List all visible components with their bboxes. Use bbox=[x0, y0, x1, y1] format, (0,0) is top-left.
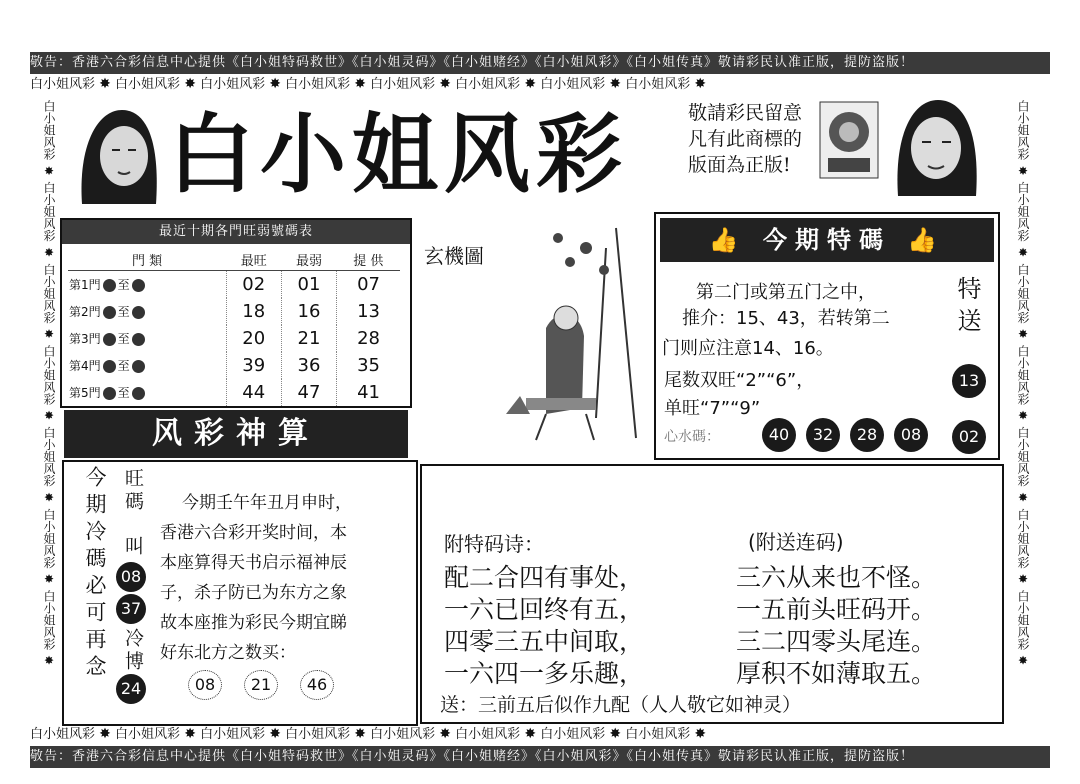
star-icon: ✸ bbox=[609, 726, 622, 742]
offer-value: 35 bbox=[337, 352, 400, 379]
brand-strip-text: 白小姐风彩 bbox=[42, 508, 56, 569]
brand-strip-text: 白小姐风彩 bbox=[1016, 589, 1030, 650]
offer-value: 13 bbox=[337, 298, 400, 325]
hot-number-vertical: 旺碼 bbox=[122, 468, 144, 514]
hot-value: 18 bbox=[226, 298, 281, 325]
offer-value: 28 bbox=[337, 325, 400, 352]
lucky-number: 46 bbox=[300, 670, 334, 700]
left-portrait-image bbox=[72, 104, 164, 204]
star-icon: ✸ bbox=[694, 726, 707, 742]
brand-strip-text: 白小姐风彩 bbox=[30, 727, 96, 742]
range-sep: 至 bbox=[117, 332, 130, 346]
top-notice-band: 敬告：香港六合彩信息中心提供《白小姐特码救世》《白小姐灵码》《白小姐赌经》《白小姐风彩》《白小姐传真》敬请彩民认准正版，提防盗版！ bbox=[30, 52, 1050, 74]
special-line: 第二门或第五门之中， bbox=[696, 282, 876, 303]
hot-value: 02 bbox=[226, 271, 281, 299]
xuanji-illustration bbox=[486, 218, 646, 446]
door-label: 第3門 bbox=[69, 332, 101, 346]
star-icon: ✸ bbox=[269, 726, 281, 742]
hot-value: 20 bbox=[226, 325, 281, 352]
range-start-ball bbox=[103, 360, 116, 373]
brand-strip-text: 白小姐风彩 bbox=[42, 426, 56, 487]
brand-strip-text: 白小姐风彩 bbox=[455, 77, 521, 92]
brand-strip-text: 白小姐风彩 bbox=[625, 77, 691, 92]
star-icon: ✸ bbox=[439, 726, 452, 742]
star-icon: ✸ bbox=[184, 76, 196, 92]
heart-number-ball: 08 bbox=[894, 418, 928, 452]
door-label: 第5門 bbox=[69, 386, 101, 400]
hot-number-vertical-2: 叫 bbox=[122, 536, 144, 555]
poem-line-right: 一五前头旺码开。 bbox=[736, 595, 937, 624]
star-icon: ✸ bbox=[609, 76, 622, 92]
calc-text-line: 故本座推为彩民今期宜睇 bbox=[160, 613, 347, 633]
calc-panel bbox=[62, 460, 418, 726]
range-end-ball bbox=[132, 333, 145, 346]
hot-value: 39 bbox=[226, 352, 281, 379]
calc-text-line: 子，杀子防已为东方之象 bbox=[160, 583, 347, 603]
cold-label: 冷博 bbox=[122, 628, 144, 674]
special-code-panel bbox=[654, 212, 1000, 460]
brand-strip-text: 白小姐风彩 bbox=[540, 77, 606, 92]
column-header: 最弱 bbox=[281, 248, 336, 271]
star-icon: ✸ bbox=[99, 726, 111, 742]
poem-line-left: 一六已回终有五， bbox=[444, 595, 645, 624]
star-icon: ✸ bbox=[184, 726, 196, 742]
range-start-ball bbox=[103, 333, 116, 346]
star-icon: ✸ bbox=[354, 726, 366, 742]
special-line: 推介：15、43，若转第二 bbox=[682, 308, 890, 329]
range-sep: 至 bbox=[117, 359, 130, 373]
top-brand-strip bbox=[30, 74, 1050, 94]
trademark-emblem-icon bbox=[818, 100, 880, 180]
range-end-ball bbox=[132, 279, 145, 292]
brand-strip-text: 白小姐风彩 bbox=[1016, 344, 1030, 405]
xuanji-label: 玄機圖 bbox=[424, 244, 484, 268]
page-title: 白小姐风彩 bbox=[168, 104, 628, 205]
brand-strip-text: 白小姐风彩 bbox=[42, 263, 56, 324]
brand-strip-text: 白小姐风彩 bbox=[115, 727, 181, 742]
poem-footer: 送：三前五后似作九配（人人敬它如神灵） bbox=[440, 694, 802, 716]
poem-line-right: 厚积不如薄取五。 bbox=[736, 659, 937, 688]
weak-value: 47 bbox=[281, 379, 336, 406]
table-row bbox=[68, 298, 400, 325]
calc-text-line: 香港六合彩开奖时间，本 bbox=[160, 523, 347, 543]
bottom-brand-strip bbox=[30, 724, 1050, 744]
brand-strip-text: 白小姐风彩 bbox=[540, 727, 606, 742]
brand-strip-text: 白小姐风彩 bbox=[42, 344, 56, 405]
brand-strip-text: 白小姐风彩 bbox=[1016, 426, 1030, 487]
brand-strip-text: 白小姐风彩 bbox=[200, 727, 266, 742]
table-header-row bbox=[68, 248, 400, 271]
weak-value: 21 bbox=[281, 325, 336, 352]
hot-value: 44 bbox=[226, 379, 281, 406]
calc-title: 风彩神算 bbox=[152, 416, 320, 451]
heart-numbers-label: 心水碼： bbox=[664, 429, 720, 445]
bottom-notice-band: 敬告：香港六合彩信息中心提供《白小姐特码救世》《白小姐灵码》《白小姐赌经》《白小姐风彩》《白小姐传真》敬请彩民认准正版，提防盗版！ bbox=[30, 746, 1050, 768]
star-icon: ✸ bbox=[694, 76, 707, 92]
weak-value: 36 bbox=[281, 352, 336, 379]
brand-strip-text: 白小姐风彩 bbox=[1016, 263, 1030, 324]
cold-number-vertical: 今期冷碼必可再念 bbox=[83, 466, 107, 682]
authenticity-notice: 敬請彩民留意凡有此商標的版面為正版! bbox=[688, 102, 803, 176]
lucky-number: 21 bbox=[244, 670, 278, 700]
hot-number-ball: 08 bbox=[116, 562, 146, 592]
calc-text-line: 本座算得天书启示福神辰 bbox=[160, 553, 347, 573]
door-label: 第2門 bbox=[69, 305, 101, 319]
table-row bbox=[68, 325, 400, 352]
special-line: 尾数双旺“2”“6”， bbox=[664, 370, 815, 391]
cold-number-ball: 24 bbox=[116, 674, 146, 704]
brand-strip-text: 白小姐风彩 bbox=[455, 727, 521, 742]
star-icon: ✸ bbox=[439, 76, 452, 92]
offer-value: 07 bbox=[337, 271, 400, 299]
calc-banner bbox=[64, 410, 408, 458]
range-sep: 至 bbox=[117, 278, 130, 292]
special-line: 门则应注意14、16。 bbox=[662, 338, 834, 359]
special-line: 单旺“7”“9” bbox=[664, 398, 761, 419]
poem-line-left: 一六四一多乐趣， bbox=[444, 659, 645, 688]
poem-line-right: 三二四零头尾连。 bbox=[736, 627, 937, 656]
star-icon: ✸ bbox=[524, 726, 537, 742]
range-start-ball bbox=[103, 387, 116, 400]
star-icon: ✸ bbox=[99, 76, 111, 92]
star-icon: ✸ bbox=[269, 76, 281, 92]
brand-strip-text: 白小姐风彩 bbox=[370, 727, 436, 742]
poem-line-left: 配二合四有事处， bbox=[444, 563, 645, 592]
heart-number-ball: 32 bbox=[806, 418, 840, 452]
star-icon: ✸ bbox=[524, 76, 537, 92]
brand-strip-text: 白小姐风彩 bbox=[1016, 508, 1030, 569]
brand-strip-text: 白小姐风彩 bbox=[285, 77, 351, 92]
brand-strip-text: 白小姐风彩 bbox=[285, 727, 351, 742]
range-end-ball bbox=[132, 360, 145, 373]
range-end-ball bbox=[132, 387, 145, 400]
column-header: 提 供 bbox=[337, 248, 400, 271]
gift-number-ball: 02 bbox=[952, 420, 986, 454]
thumbs-up-icon: 👍 bbox=[907, 225, 946, 254]
hot-weak-table-panel bbox=[60, 218, 412, 408]
poem-line-left: 四零三五中间取， bbox=[444, 627, 645, 656]
weak-value: 01 bbox=[281, 271, 336, 299]
gift-number-ball: 13 bbox=[952, 364, 986, 398]
brand-strip-text: 白小姐风彩 bbox=[42, 181, 56, 242]
weak-value: 16 bbox=[281, 298, 336, 325]
door-label: 第1門 bbox=[69, 278, 101, 292]
poem-panel bbox=[420, 464, 1004, 724]
range-start-ball bbox=[103, 279, 116, 292]
poem-title: 附特码诗： bbox=[444, 532, 544, 556]
lucky-number: 08 bbox=[188, 670, 222, 700]
table-title: 最近十期各門旺弱號碼表 bbox=[62, 220, 410, 244]
brand-strip-text: 白小姐风彩 bbox=[1016, 100, 1030, 160]
range-end-ball bbox=[132, 306, 145, 319]
poem-side-title: (附送连码) bbox=[748, 530, 844, 554]
range-sep: 至 bbox=[117, 386, 130, 400]
brand-strip-text: 白小姐风彩 bbox=[30, 77, 96, 92]
hot-number-ball: 37 bbox=[116, 594, 146, 624]
brand-strip-text: 白小姐风彩 bbox=[200, 77, 266, 92]
star-icon: ✸ bbox=[354, 76, 366, 92]
table-row bbox=[68, 352, 400, 379]
poem-line-right: 三六从来也不怪。 bbox=[736, 563, 937, 592]
right-brand-strip: 白小姐风彩 ✸ 白小姐风彩 ✸ 白小姐风彩 ✸ 白小姐风彩 ✸ 白小姐风彩 ✸ 白小姐风彩 ✸ 白小姐风彩 ✸ bbox=[1016, 100, 1030, 668]
offer-value: 41 bbox=[337, 379, 400, 406]
thumbs-up-icon: 👍 bbox=[708, 225, 747, 254]
special-code-banner bbox=[660, 218, 994, 262]
table-row bbox=[68, 271, 400, 299]
brand-strip-text: 白小姐风彩 bbox=[115, 77, 181, 92]
calc-text-line: 好东北方之数买： bbox=[160, 643, 296, 663]
gift-label: 特送 bbox=[953, 276, 981, 340]
range-sep: 至 bbox=[117, 305, 130, 319]
column-header: 門 類 bbox=[68, 248, 226, 271]
brand-strip-text: 白小姐风彩 bbox=[42, 589, 56, 650]
table-row bbox=[68, 379, 400, 406]
left-brand-strip: 白小姐风彩 ✸ 白小姐风彩 ✸ 白小姐风彩 ✸ 白小姐风彩 ✸ 白小姐风彩 ✸ 白小姐风彩 ✸ 白小姐风彩 ✸ bbox=[42, 100, 56, 668]
brand-strip-text: 白小姐风彩 bbox=[42, 100, 56, 160]
range-start-ball bbox=[103, 306, 116, 319]
brand-strip-text: 白小姐风彩 bbox=[1016, 181, 1030, 242]
heart-number-ball: 28 bbox=[850, 418, 884, 452]
special-code-title: 今期特碼 bbox=[763, 225, 891, 254]
column-header: 最旺 bbox=[226, 248, 281, 271]
brand-strip-text: 白小姐风彩 bbox=[370, 77, 436, 92]
calc-text-line: 今期壬午年丑月申时， bbox=[182, 493, 352, 513]
brand-strip-text: 白小姐风彩 bbox=[625, 727, 691, 742]
door-label: 第4門 bbox=[69, 359, 101, 373]
right-portrait-image bbox=[890, 96, 982, 196]
heart-number-ball: 40 bbox=[762, 418, 796, 452]
hot-weak-table bbox=[68, 248, 400, 406]
